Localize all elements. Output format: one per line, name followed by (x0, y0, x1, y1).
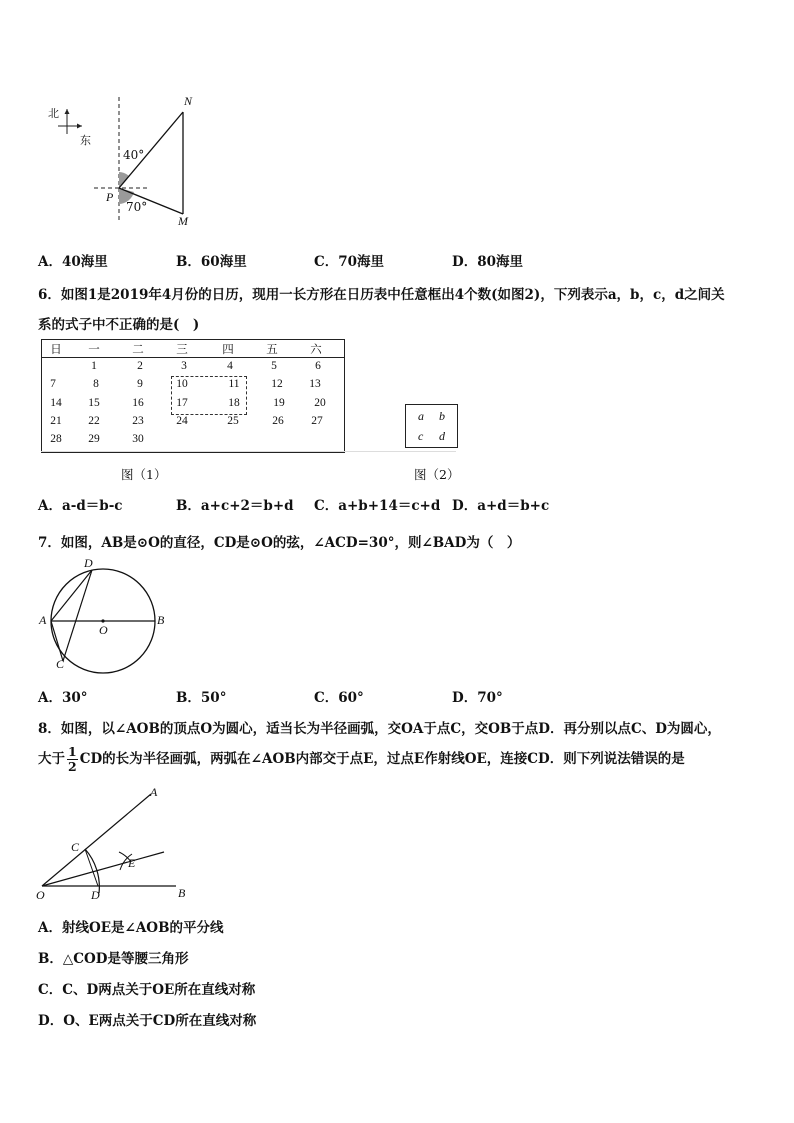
figure-divider (41, 451, 456, 452)
weekday-sat: 六 (310, 344, 322, 356)
calendar-day: 25 (227, 415, 239, 427)
weekday-thu: 四 (222, 344, 234, 356)
calendar-day: 12 (271, 378, 283, 390)
east-label: 东 (80, 134, 91, 147)
calendar-day: 29 (88, 433, 100, 445)
calendar-day: 8 (93, 378, 99, 390)
calendar-day: 18 (228, 397, 240, 409)
calendar-day: 6 (315, 360, 321, 372)
calendar-day: 1 (91, 360, 97, 372)
point-d-label: D (84, 556, 93, 570)
q5-option-d: D．80海里 (452, 254, 523, 270)
calendar-day: 7 (50, 378, 56, 390)
q5-option-a: A．40海里 (38, 254, 108, 270)
point-c-label: C (71, 840, 80, 854)
q5-option-c: C．70海里 (314, 254, 385, 270)
q6-option-d: D．a+d＝b+c (452, 498, 550, 514)
calendar-day: 3 (181, 360, 187, 372)
calendar-day: 23 (132, 415, 144, 427)
q6-option-a: A．a-d＝b-c (38, 498, 123, 514)
q5-option-b: B．60海里 (176, 254, 247, 270)
q7-option-d: D．70° (452, 690, 503, 706)
q8-stem-line1: 8．如图，以∠AOB的顶点O为圆心，适当长为半径画弧，交OA于点C，交OB于点D．再分别以点C、D为圆心， (38, 721, 721, 737)
caption-figure-1: 图（1） (121, 467, 167, 482)
point-b-label: B (178, 886, 186, 900)
q8-option-d: D．O、E两点关于CD所在直线对称 (38, 1013, 257, 1029)
q6-stem-line2: 系的式子中不正确的是( ) (38, 317, 200, 333)
figure-q5 (40, 92, 220, 232)
calendar-day: 11 (228, 378, 240, 390)
q8-stem-line2 (38, 744, 685, 774)
calendar-day: 22 (88, 415, 100, 427)
selection-rectangle (171, 376, 247, 415)
calendar-day: 10 (176, 378, 188, 390)
q8-option-b: B．△COD是等腰三角形 (38, 951, 189, 967)
q6-option-c: C．a+b+14＝c+d (314, 498, 441, 514)
calendar-day: 21 (50, 415, 62, 427)
box-d: d (439, 429, 445, 443)
point-a-label: A (150, 785, 158, 799)
point-d-label: D (91, 888, 100, 902)
calendar-day: 15 (88, 397, 100, 409)
q8-option-a: A．射线OE是∠AOB的平分线 (38, 920, 224, 936)
weekday-sun: 日 (50, 344, 62, 356)
calendar-day: 17 (176, 397, 188, 409)
point-o-label: O (99, 623, 108, 637)
weekday-fri: 五 (266, 344, 278, 356)
point-e-label: E (128, 856, 136, 870)
figure-q8 (36, 782, 206, 907)
q8-stem-prefix: 大于 (38, 751, 65, 767)
q7-stem: 7．如图，AB是⊙O的直径，CD是⊙O的弦，∠ACD=30°，则∠BAD为（ ） (38, 535, 521, 551)
weekday-tue: 二 (132, 344, 144, 356)
calendar-day: 30 (132, 433, 144, 445)
point-o-label: O (36, 888, 45, 902)
point-m-label: M (178, 214, 188, 228)
fraction-denominator: 2 (68, 759, 77, 774)
fraction-half (67, 745, 78, 774)
calendar-day: 14 (50, 397, 62, 409)
calendar-day: 28 (50, 433, 62, 445)
calendar-day: 16 (132, 397, 144, 409)
calendar-day: 24 (176, 415, 188, 427)
calendar-day: 26 (272, 415, 284, 427)
point-c-label: C (56, 657, 65, 671)
point-n-label: N (184, 94, 193, 108)
q8-option-c: C．C、D两点关于OE所在直线对称 (38, 982, 256, 998)
q6-option-b: B．a+c+2＝b+d (176, 498, 294, 514)
calendar-table (41, 339, 345, 453)
north-label: 北 (48, 107, 59, 120)
calendar-day: 19 (273, 397, 285, 409)
angle-40-label: 40° (123, 148, 145, 162)
figure-q7 (36, 556, 176, 676)
q7-option-b: B．50° (176, 690, 227, 706)
point-b-label: B (157, 613, 165, 627)
four-number-box (405, 404, 458, 448)
box-a: a (418, 409, 424, 423)
q7-option-c: C．60° (314, 690, 364, 706)
calendar-day: 27 (311, 415, 323, 427)
calendar-day: 20 (314, 397, 326, 409)
q6-stem-line1: 6．如图1是2019年4月份的日历，现用一长方形在日历表中任意框出4个数(如图2)，下列表示a，b，c，d之间关 (38, 287, 725, 303)
calendar-day: 9 (137, 378, 143, 390)
calendar-day: 4 (227, 360, 233, 372)
angle-70-label: 70° (126, 200, 148, 214)
weekday-mon: 一 (88, 344, 100, 356)
point-p-label: P (106, 190, 114, 204)
q8-stem-suffix: CD的长为半径画弧，两弧在∠AOB内部交于点E，过点E作射线OE，连接CD．则下列说法错误的是 (79, 751, 685, 767)
weekday-wed: 三 (176, 344, 188, 356)
calendar-day: 2 (137, 360, 143, 372)
calendar-day: 5 (271, 360, 277, 372)
box-c: c (418, 429, 424, 443)
q7-option-a: A．30° (38, 690, 88, 706)
box-b: b (439, 409, 445, 423)
caption-figure-2: 图（2） (414, 467, 460, 482)
calendar-day: 13 (309, 378, 321, 390)
point-a-label: A (39, 613, 47, 627)
fraction-numerator: 1 (68, 744, 77, 759)
